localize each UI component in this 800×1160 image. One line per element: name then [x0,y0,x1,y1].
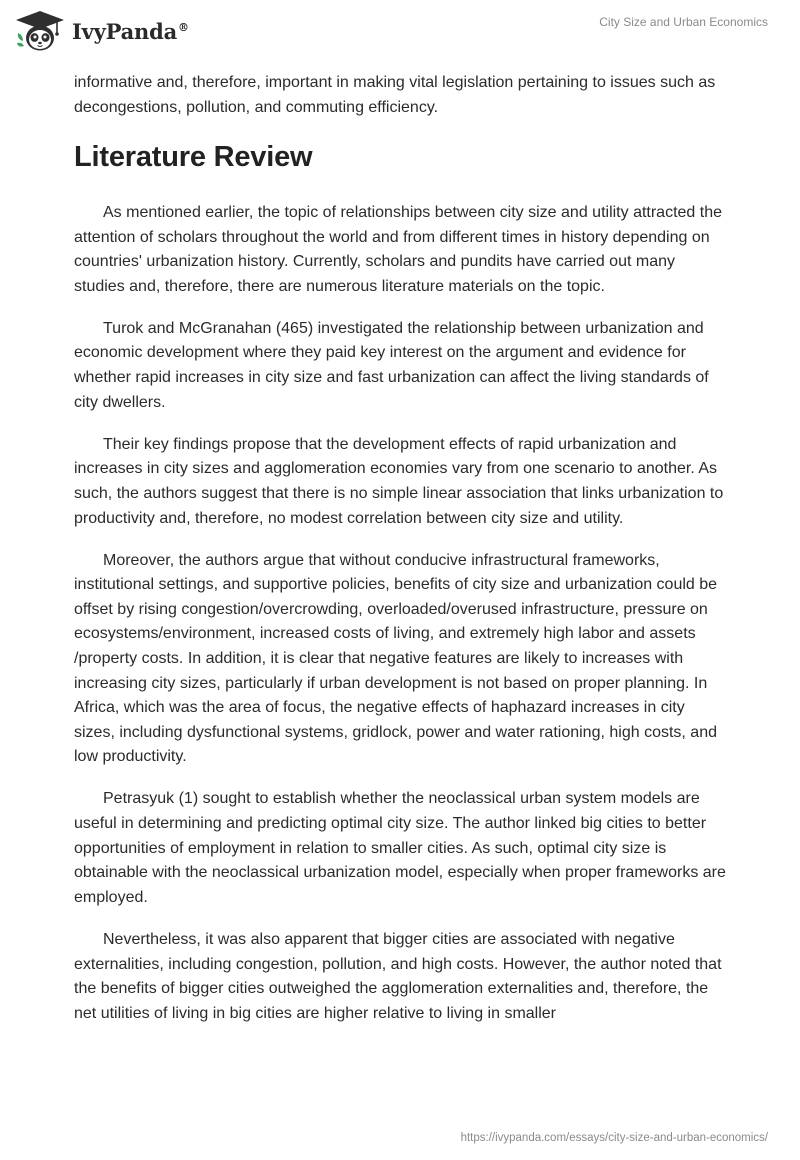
document-title: City Size and Urban Economics [599,15,768,29]
source-url-link[interactable]: https://ivypanda.com/essays/city-size-and-urban-economics/ [460,1132,768,1144]
paragraph: Petrasyuk (1) sought to establish whether the neoclassical urban system models are useful in determining and predicting optimal city size. The author linked big cities to better opportunities of employment in relation to smaller cities. As such, optimal city size is obtainable with the neoclassical urbanization model, especially when proper frameworks are employed. [74,790,726,906]
brand-name: IvyPanda® [72,18,189,44]
paragraph: Their key findings propose that the development effects of rapid urbanization and increases in city sizes and agglomeration economies vary from one scenario to another. As such, the authors suggest that there is no simple linear association that links urbanization to productivity and, therefore, no modest correlation between city size and utility. [74,435,724,527]
paragraph-list [74,201,728,1044]
paragraph: Turok and McGranahan (465) investigated the relationship between urbanization and economic development where they paid key interest on the argument and evidence for whether rapid increases in city size and fast urbanization can affect the living standards of city dwellers. [74,319,709,411]
lead-paragraph: informative and, therefore, important in making vital legislation pertaining to issues such as decongestions, pollution, and commuting efficiency. [74,74,716,116]
paragraph: Nevertheless, it was also apparent that bigger cities are associated with negative externalities, including congestion, pollution, and high costs. However, the author noted that the benefits of bigger cities outweighed the agglomeration externalities and, therefore, the net utilities of living in big cities are higher relative to living in smaller [74,930,722,1022]
section-heading: Literature Review [74,141,313,173]
ivypanda-logo[interactable] [14,9,189,53]
registered-mark: ® [178,20,189,34]
panda-graduate-icon [14,9,66,53]
article-body [74,71,728,1022]
page-header [0,0,800,70]
paragraph: As mentioned earlier, the topic of relationships between city size and utility attracted the attention of scholars throughout the world and from different times in history depending on countries' urbanization history. Currently, scholars and pundits have carried out many studies and, therefore, there are numerous literature materials on the topic. [74,204,723,295]
paragraph: Moreover, the authors argue that without conducive infrastructural frameworks, institutional settings, and supportive policies, benefits of city size and urbanization could be offset by rising congestion/overcrowding, overloaded/overused infrastructure, pressure on ecosystems/environment, increased costs of living, and extremely high labor and assets /property costs. In addition, it is clear that negative features are likely to increases with increasing city sizes, particularly if urban development is not based on proper planning. In Africa, which was the area of focus, the negative effects of haphazard increases in city sizes, including dysfunctional systems, gridlock, power and water rationing, high costs, and low productivity. [74,551,718,766]
